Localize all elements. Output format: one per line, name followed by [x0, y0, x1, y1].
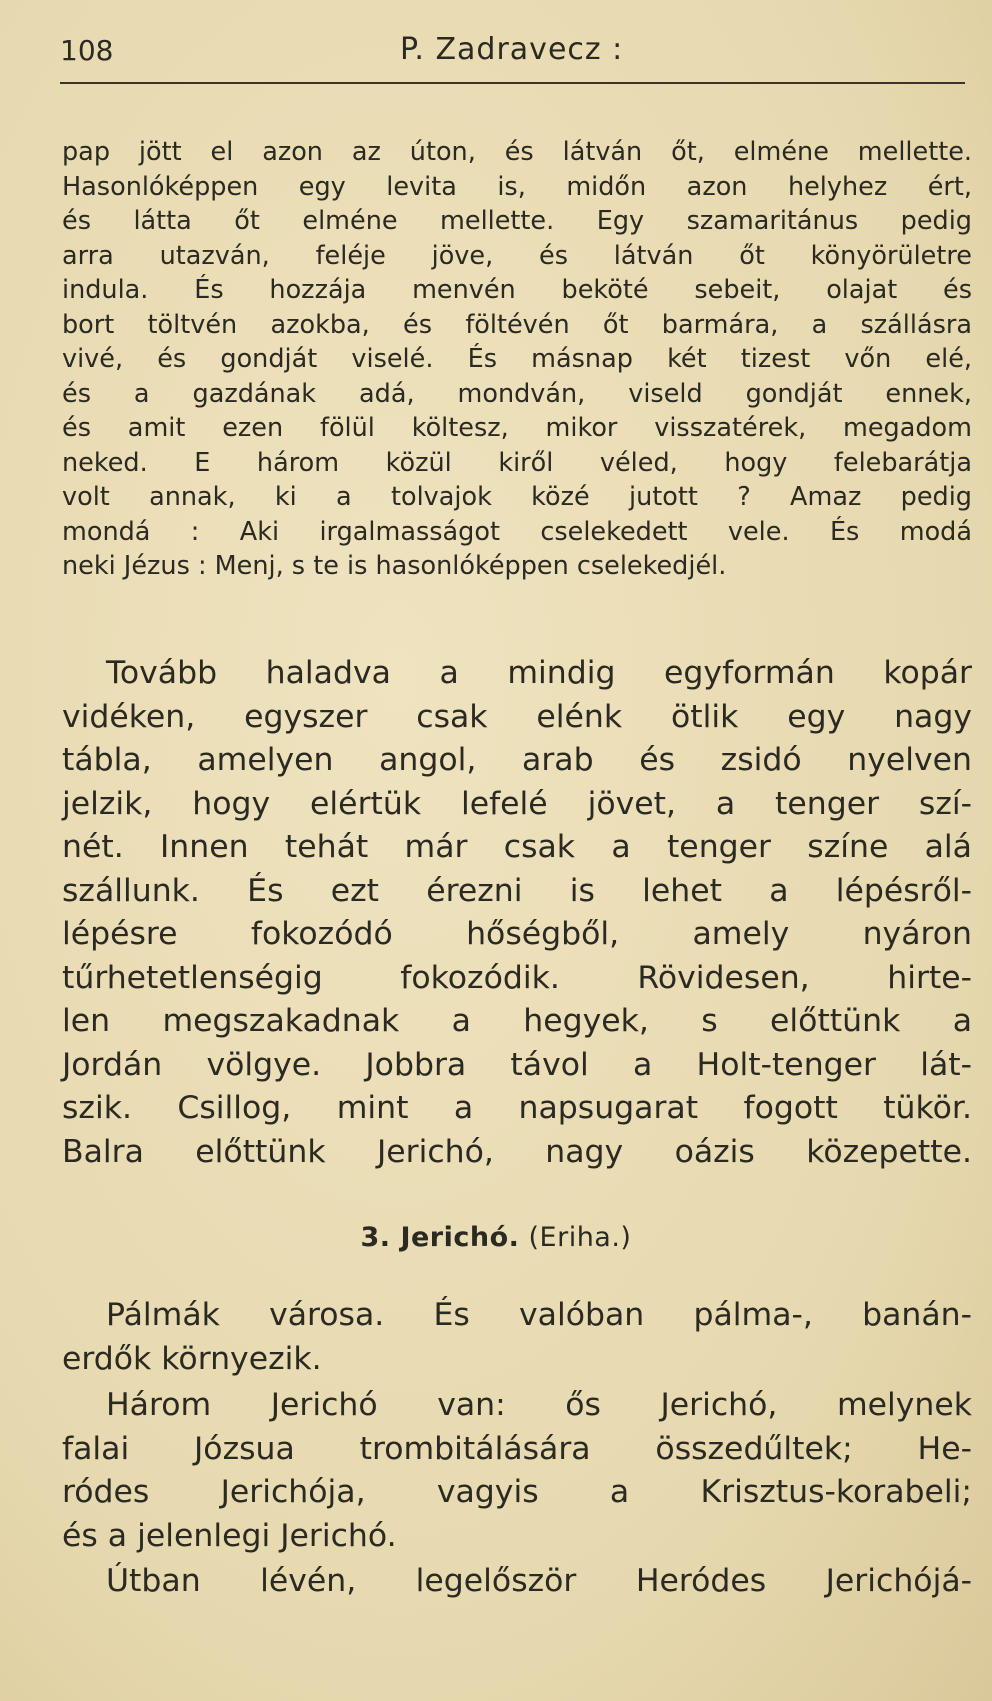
text-line: len megszakadnak a hegyek, s előttünk a — [62, 1003, 972, 1039]
section-subtitle: (Eriha.) — [528, 1222, 632, 1253]
text-line: arra utazván, feléje jöve, és látván őt könyörületre — [62, 240, 972, 271]
header-rule — [60, 82, 965, 84]
text-line: ródes Jerichója, vagyis a Krisztus-korabeli; — [62, 1474, 972, 1510]
text-line: neki Jézus : Menj, s te is hasonlóképpen cselekedjél. — [62, 551, 727, 581]
text-line: Tovább haladva a mindig egyformán kopár — [106, 655, 972, 691]
text-line: volt annak, ki a tolvajok közé jutott ? Amaz pedig — [62, 482, 972, 512]
journey-paragraph — [62, 652, 972, 1174]
text-line: tűrhetetlenségig fokozódik. Rövidesen, hirte- — [62, 959, 972, 996]
text-line: Jordán völgye. Jobbra távol a Holt-tenger lát- — [62, 1046, 972, 1083]
section-title: 3. Jerichó. — [360, 1222, 520, 1253]
text-line: nét. Innen tehát már csak a tenger színe alá — [62, 829, 972, 865]
text-line: vivé, és gondját viselé. És másnap két tizest vőn elé, — [62, 344, 972, 374]
three-jericho-paragraph — [62, 1384, 972, 1558]
herod-paragraph — [62, 1560, 972, 1604]
page-number: 108 — [60, 34, 114, 67]
text-line: és a gazdának adá, mondván, viseld gondját ennek, — [62, 378, 972, 409]
text-line: falai Józsua trombitálására összedűltek; He- — [62, 1430, 972, 1467]
text-line: tábla, amelyen angol, arab és zsidó nyelven — [62, 742, 972, 778]
text-line: és a jelenlegi Jerichó. — [62, 1517, 397, 1554]
text-line: pap jött el azon az úton, és látván őt, elméne mellette. — [62, 137, 972, 167]
page-header — [60, 30, 980, 80]
text-line: vidéken, egyszer csak elénk ötlik egy nagy — [62, 698, 972, 735]
text-line: erdők környezik. — [62, 1340, 322, 1377]
text-line: jelzik, hogy elértük lefelé jövet, a tenger szí- — [62, 785, 972, 822]
text-line: indula. És hozzája menvén beköté sebeit, olajat és — [62, 275, 972, 305]
text-line: bort töltvén azokba, és föltévén őt barmára, a szállásra — [62, 309, 972, 340]
text-line: szállunk. És ezt érezni is lehet a lépésről- — [62, 872, 972, 909]
text-line: Három Jerichó van: ős Jerichó, melynek — [106, 1387, 972, 1423]
text-line: szik. Csillog, mint a napsugarat fogott tükör. — [62, 1090, 972, 1126]
text-line: és amit ezen fölül költesz, mikor visszatérek, megadom — [62, 413, 972, 443]
text-line: Pálmák városa. És valóban pálma-, banán- — [106, 1297, 972, 1333]
running-head: P. Zadravecz : — [400, 32, 624, 67]
text-line: Balra előttünk Jerichó, nagy oázis közepette. — [62, 1133, 972, 1170]
text-line: Hasonlóképpen egy levita is, midőn azon helyhez ért, — [62, 171, 972, 202]
text-line: mondá : Aki irgalmasságot cselekedett vele. És modá — [62, 516, 972, 547]
section-heading — [0, 1222, 992, 1253]
text-line: lépésre fokozódó hőségből, amely nyáron — [62, 916, 972, 952]
text-line: neked. E három közül kiről véled, hogy felebarátja — [62, 447, 972, 478]
scripture-quote-paragraph — [62, 135, 972, 584]
text-line: és látta őt elméne mellette. Egy szamaritánus pedig — [62, 206, 972, 236]
palm-paragraph — [62, 1294, 972, 1381]
text-line: Útban lévén, legelőször Heródes Jerichójá- — [106, 1563, 972, 1599]
